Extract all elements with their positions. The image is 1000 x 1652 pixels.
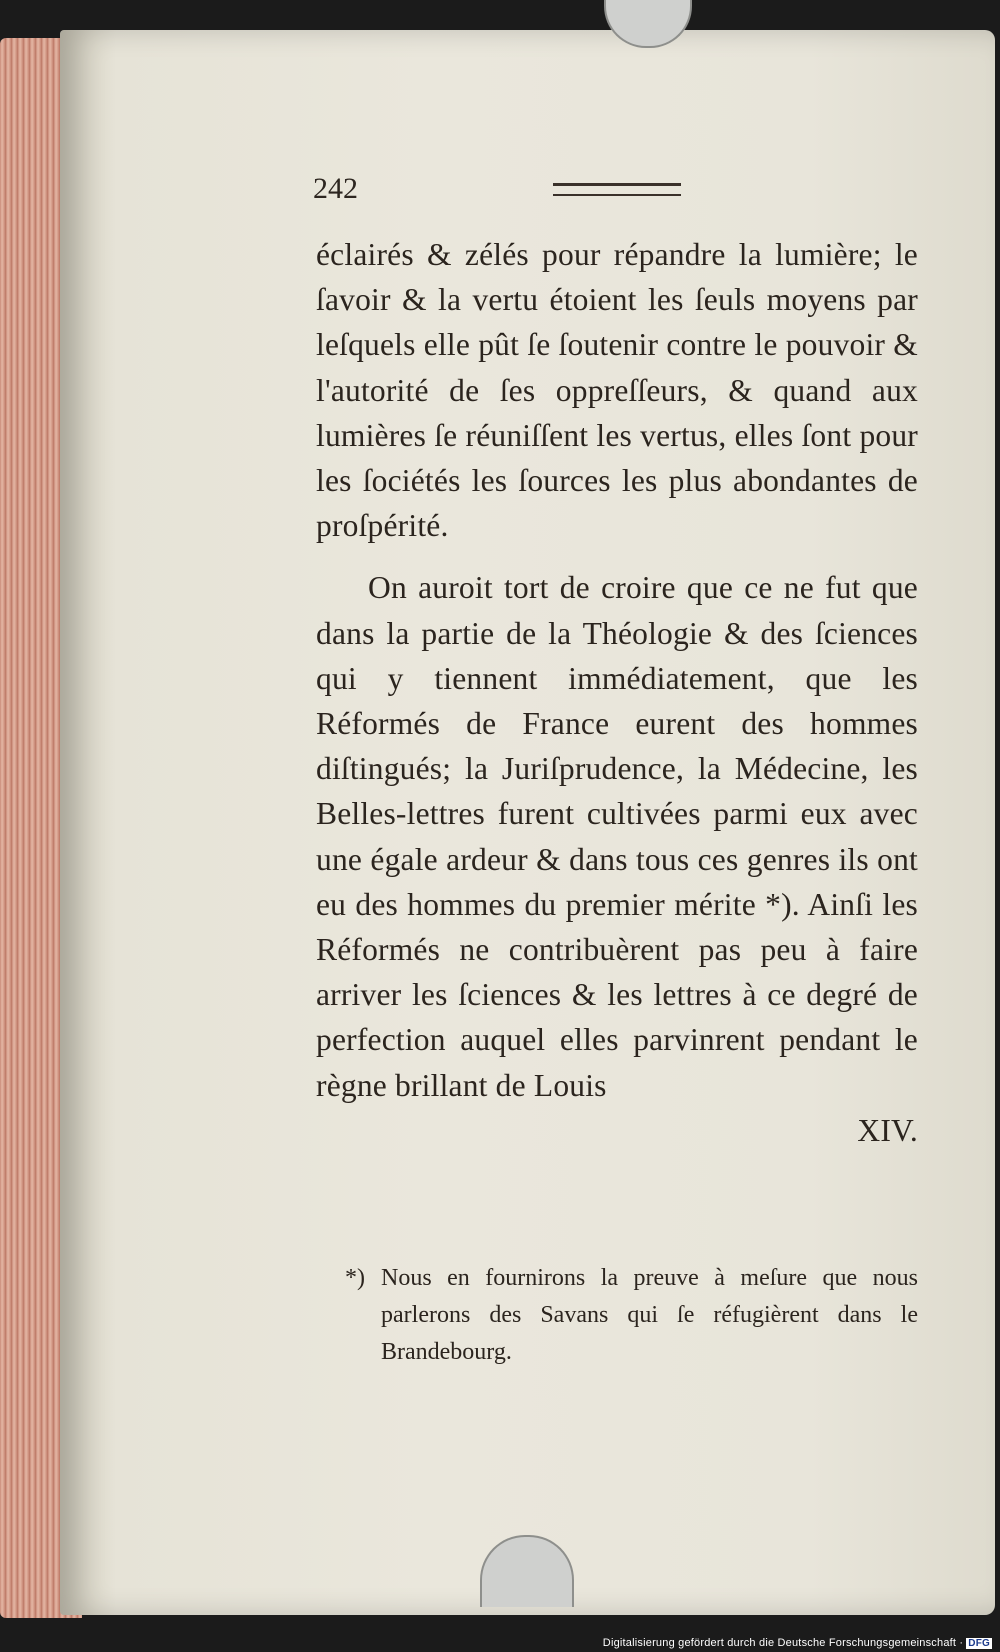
- paragraph: éclairés & zélés pour répandre la lumière; le ſavoir & la vertu étoient les ſeuls moyens par leſquels elle pût ſe ſoutenir contre le pouvoir & l'autorité de ſes oppreſſeurs, & quand aux lumières ſe réuniſſent les vertus, elles ſont pour les ſociétés les ſources les plus abondantes de proſpérité.: [316, 237, 918, 544]
- paragraph: On auroit tort de croire que ce ne fut que dans la partie de la Théologie & des ſciences qui y tiennent immédiatement, que les Réformés de France eurent des hommes diſtingués; la Juriſprudence, la Médecine, les Belles-lettres furent cultivées parmi eux avec une égale ardeur & dans tous ces genres ils ont eu des hommes du premier mérite *). Ainſi les Réformés ne contribuèrent pas peu à faire arriver les ſciences & les lettres à ce degré de perfection auquel elles parvinrent pendant le règne brillant de Louis: [316, 570, 918, 1103]
- footnote-marker: *): [345, 1265, 365, 1291]
- funding-credit: [603, 1637, 992, 1649]
- paragraph-end: XIV.: [857, 1112, 918, 1148]
- page-number: 242: [313, 172, 358, 205]
- footnote-text: Nous en fournirons la preuve à meſure que nous parlerons des Savans qui ſe réfugièrent dans le Brandebourg.: [381, 1265, 918, 1365]
- credit-text: Digitalisierung gefördert durch die Deutsche Forschungsgemeinschaft ·: [602, 1637, 964, 1649]
- header-rule: [553, 183, 681, 196]
- footnote: [345, 1260, 918, 1371]
- dfg-logo: DFG: [968, 1638, 990, 1649]
- main-text: [316, 232, 918, 1153]
